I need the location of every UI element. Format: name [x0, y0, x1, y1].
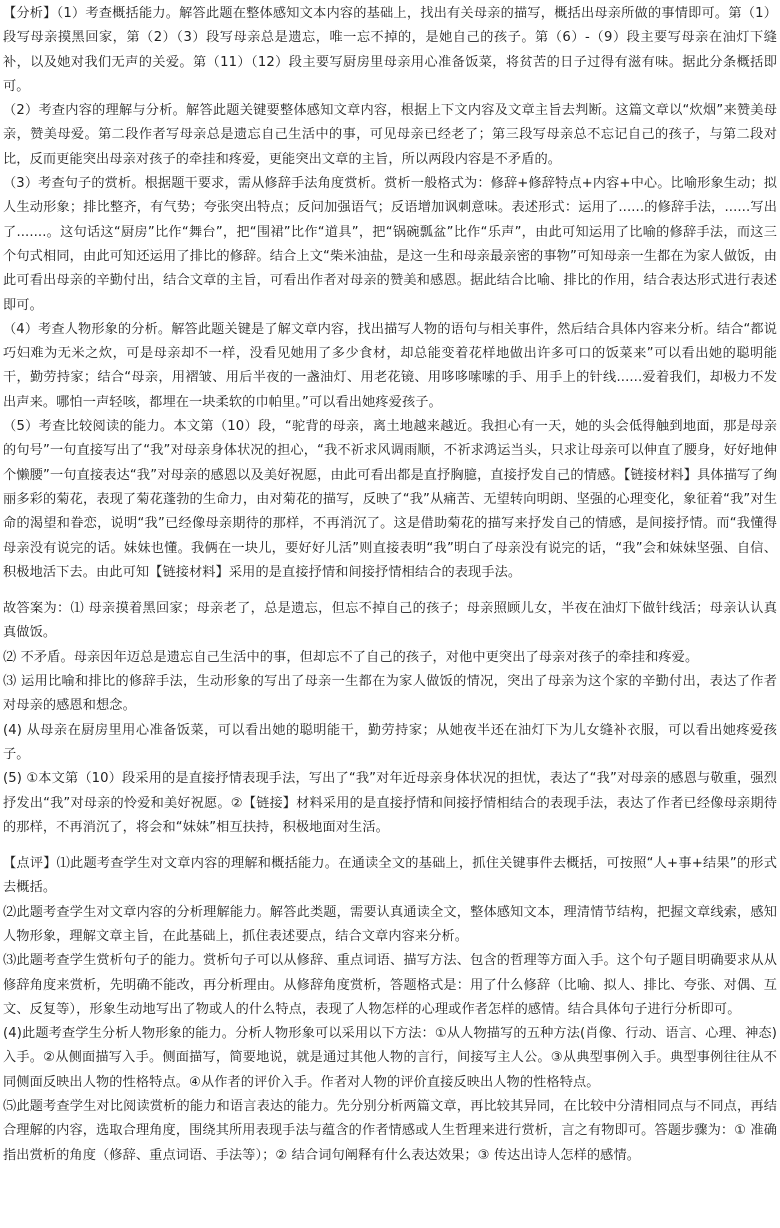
- analysis-paragraph-5: （5）考查比较阅读的能力。本文第（10）段，“驼背的母亲，离土地越来越近。我担心有一天，她的头会低得触到地面，那是母亲的句号”一句直接写出了“我”对母亲身体状况的担心，“我不祈求风调雨顺，不祈求鸿运当头，只求让母亲可以伸直了腰身，好好地伸个懒腰”一句直接表达“我”对母亲的感恩以及美好祝愿，由此可看出都是直抒胸臆，直接抒发自己的情感。【链接材料】具体描写了绚丽多彩的菊花，表现了菊花蓬勃的生命力，由对菊花的描写，反映了“我”从痛苦、无望转向明朗、坚强的心理变化，象征着“我”对生命的渴望和眷恋，说明“我”已经像母亲期待的那样，不再消沉了。这是借助菊花的描写来抒发自己的情感，是间接抒情。而“我懂得母亲没有说完的话。妹妹也懂。我俩在一块儿，要好好儿活”则直接表明“我”明白了母亲没有说完的话，“我”会和妹妹坚强、自信、积极地活下去。由此可知【链接材料】采用的是直接抒情和间接抒情相结合的表现手法。: [3, 419, 777, 580]
- comment-section: [3, 852, 777, 1168]
- answer-item-2: ⑵ 不矛盾。母亲因年迈总是遗忘自己生活中的事，但却忘不了自己的孩子，对他中更突出了母亲对孩子的牵挂和疼爱。: [3, 649, 699, 665]
- comment-item-2: ⑵此题考查学生对文章内容的分析理解能力。解答此类题，需要认真通读全文，整体感知文本，理清情节结构，把握文章线索，感知人物形象，理解文章主旨，在此基础上，抓住表述要点，结合文章内容来分析。: [3, 904, 777, 944]
- answer-section: [3, 597, 777, 840]
- comment-item-5: ⑸此题考查学生对比阅读赏析的能力和语言表达的能力。先分别分析两篇文章，再比较其异同，在比较中分清相同点与不同点，再结合理解的内容，选取合理角度，围绕其所用表现手法与蕴含的作者情感或人生哲理来进行赏析，言之有物即可。答题步骤为：① 准确指出赏析的角度（修辞、重点词语、手法等）；② 结合词句阐释有什么表达效果；③ 传达出诗人怎样的感情。: [3, 1099, 777, 1163]
- answer-item-3: ⑶ 运用比喻和排比的修辞手法，生动形象的写出了母亲一生都在为家人做饭的情况，突出了母亲为这个家的辛勤付出，表达了作者对母亲的感恩和想念。: [3, 674, 777, 714]
- comment-item-4: (4)此题考查学生分析人物形象的能力。分析人物形象可以采用以下方法：①从人物描写的五种方法(肖像、行动、语言、心理、神态)入手。②从侧面描写入手。侧面描写，简要地说，就是通过其他人物的言行，间接写主人公。③从典型事例入手。典型事例往往从不同侧面反映出人物的性格特点。④从作者的评价入手。作者对人物的评价直接反映出人物的性格特点。: [3, 1026, 777, 1090]
- analysis-paragraph-4: （4）考查人物形象的分析。解答此题关键是了解文章内容，找出描写人物的语句与相关事件，然后结合具体内容来分析。结合“都说巧妇难为无米之炊，可是母亲却不一样，没看见她用了多少食材，却总能变着花样地做出许多可口的饭菜来”可以看出她的聪明能干，勤劳持家；结合“母亲，用褶皱、用后半夜的一盏油灯、用老花镜、用哆哆嗦嗦的手、用手上的针线......爱着我们，却极力不发出声来。哪怕一声轻咳，都埋在一块柔软的巾帕里。”可以看出她疼爱孩子。: [3, 321, 777, 410]
- section-spacer: [3, 840, 777, 852]
- comment-item-3: ⑶此题考查学生赏析句子的能力。赏析句子可以从修辞、重点词语、描写方法、包含的哲理等方面入手。这个句子题目明确要求从从修辞角度来赏析，先明确不能改，再分析理由。从修辞角度赏析，答题格式是：用了什么修辞（比喻、拟人、排比、夸张、对偶、互文、反复等），形象生动地写出了物或人的什么特点，表现了人物怎样的心理或作者怎样的感情。结合具体句子进行分析即可。: [3, 953, 777, 1017]
- answer-item-4: (4) 从母亲在厨房里用心准备饭菜，可以看出她的聪明能干，勤劳持家；从她夜半还在油灯下为儿女缝补衣服，可以看出她疼爱孩子。: [3, 722, 777, 762]
- answer-item-5: (5) ①本文第（10）段采用的是直接抒情表现手法，写出了“我”对年近母亲身体状况的担忧，表达了“我”对母亲的感恩与敬重，强烈抒发出“我”对母亲的怜爱和美好祝愿。②【链接】材料采用的是直接抒情和间接抒情相结合的表现手法，表达了作者已经像母亲期待的那样，不再消沉了，将会和“妹妹”相互扶持，积极地面对生活。: [3, 771, 777, 835]
- analysis-section: [3, 2, 777, 585]
- comment-item-1: 【点评】⑴此题考查学生对文章内容的理解和概括能力。在通读全文的基础上，抓住关键事件去概括，可按照“人+事+结果”的形式去概括。: [3, 856, 777, 896]
- answer-item-1: 故答案为：⑴ 母亲摸着黑回家；母亲老了，总是遗忘，但忘不掉自己的孩子；母亲照顾儿女，半夜在油灯下做针线活；母亲认认真真做饭。: [3, 601, 777, 641]
- analysis-paragraph-2: （2）考查内容的理解与分析。解答此题关键要整体感知文章内容，根据上下文内容及文章主旨去判断。这篇文章以“炊烟”来赞美母亲，赞美母爱。第二段作者写母亲总是遗忘自己生活中的事，可见母亲已经老了；第三段写母亲总不忘记自己的孩子，与第二段对比，反而更能突出母亲对孩子的牵挂和疼爱，更能突出文章的主旨，所以两段内容是不矛盾的。: [3, 103, 777, 167]
- analysis-paragraph-1: 【分析】（1）考查概括能力。解答此题在整体感知文本内容的基础上，找出有关母亲的描写，概括出母亲所做的事情即可。第（1）段写母亲摸黑回家，第（2）（3）段写母亲总是遗忘，唯一忘不掉的，是她自己的孩子。第（6）-（9）段主要写母亲在油灯下缝补，以及她对我们无声的关爱。第（11）（12）段主要写厨房里母亲用心准备饭菜，将贫苦的日子过得有滋有味。据此分条概括即可。: [3, 6, 777, 94]
- analysis-paragraph-3: （3）考查句子的赏析。根据题干要求，需从修辞手法角度赏析。赏析一般格式为：修辞+修辞特点+内容+中心。比喻形象生动；拟人生动形象；排比整齐，有气势；夸张突出特点；反问加强语气；反语增加讽刺意味。表述形式：运用了......的修辞手法，......写出了.......。这句话这“厨房”比作“舞台”，把“围裙”比作“道具”，把“锅碗瓢盆”比作“乐声”，由此可知运用了比喻的修辞手法，而这三个句式相同，由此可知还运用了排比的修辞。结合上文“柴米油盐，是这一生和母亲最亲密的事物”可知母亲一生都在为家人做饭，由此可看出母亲的辛勤付出，结合文章的主旨，可看出作者对母亲的赞美和感恩。据此结合比喻、排比的作用，结合表达形式进行表述即可。: [3, 176, 777, 313]
- section-spacer: [3, 585, 777, 597]
